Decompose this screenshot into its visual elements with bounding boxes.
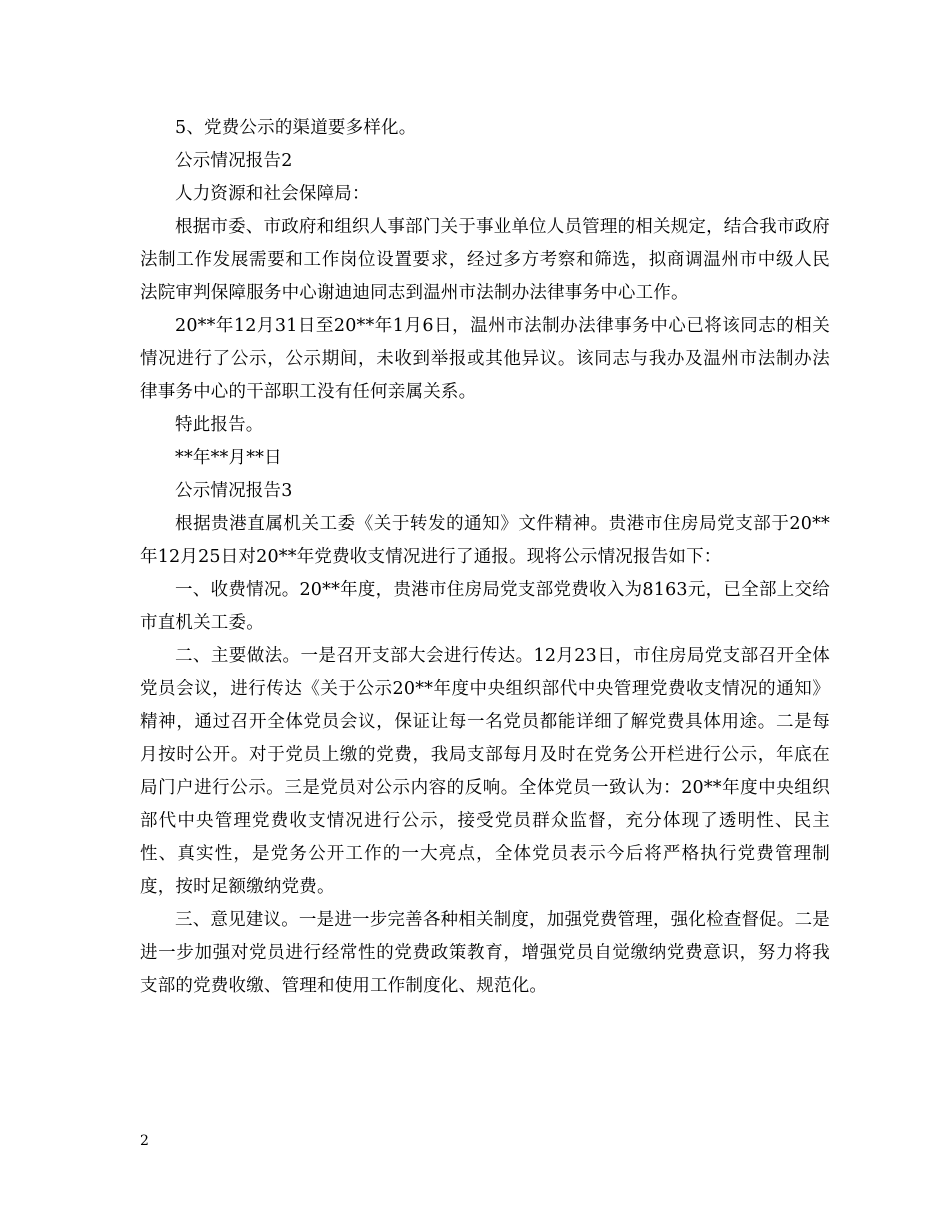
paragraph-suggestions: 三、意见建议。一是进一步完善各种相关制度，加强党费管理，强化检查督促。二是进一步加强对党员进行经常性的党费政策教育，增强党员自觉缴纳党费意识，努力将我支部的党费收缴、管理和使用工作制度化、规范化。 bbox=[140, 910, 830, 996]
paragraph-publicity-period: 20**年12月31日至20**年1月6日，温州市法制办法律事务中心已将该同志的相关情况进行了公示，公示期间，未收到举报或其他异议。该同志与我办及温州市法制办法律事务中心的干部职工没有任何亲属关系。 bbox=[140, 316, 830, 402]
paragraph-main-practices: 二、主要做法。一是召开支部大会进行传达。12月23日，市住房局党支部召开全体党员会议，进行传达《关于公示20**年度中央组织部代中央管理党费收支情况的通知》精神，通过召开全体党员会议，保证让每一名党员都能详细了解党费具体用途。二是每月按时公开。对于党员上缴的党费，我局支部每月及时在党务公开栏进行公示，年底在局门户进行公示。三是党员对公示内容的反响。全体党员一致认为：20**年度中央组织部代中央管理党费收支情况进行公示，接受党员群众监督，充分体现了透明性、民主性、真实性，是党务公开工作的一大亮点，全体党员表示今后将严格执行党费管理制度，按时足额缴纳党费。 bbox=[140, 646, 830, 897]
paragraph-fee-income: 一、收费情况。20**年度，贵港市住房局党支部党费收入为8163元，已全部上交给市直机关工委。 bbox=[140, 580, 830, 633]
paragraph-transfer-basis: 根据市委、市政府和组织人事部门关于事业单位人员管理的相关规定，结合我市政府法制工作发展需要和工作岗位设置要求，经过多方考察和筛选，拟商调温州市中级人民法院审判保障服务中心谢迪迪同志到温州市法制办法律事务中心工作。 bbox=[140, 217, 830, 303]
heading-report-3: 公示情况报告3 bbox=[175, 481, 293, 501]
heading-report-2: 公示情况报告2 bbox=[175, 151, 293, 171]
page-number: 2 bbox=[140, 1133, 149, 1149]
closing-remark: 特此报告。 bbox=[175, 415, 264, 435]
paragraph-notice-basis: 根据贵港直属机关工委《关于转发的通知》文件精神。贵港市住房局党支部于20**年12月25日对20**年党费收支情况进行了通报。现将公示情况报告如下： bbox=[140, 514, 830, 567]
document-body bbox=[140, 112, 830, 1003]
paragraph-channel-diversification: 5、党费公示的渠道要多样化。 bbox=[175, 118, 417, 138]
report-date: **年**月**日 bbox=[175, 448, 282, 468]
addressee: 人力资源和社会保障局： bbox=[175, 184, 370, 204]
